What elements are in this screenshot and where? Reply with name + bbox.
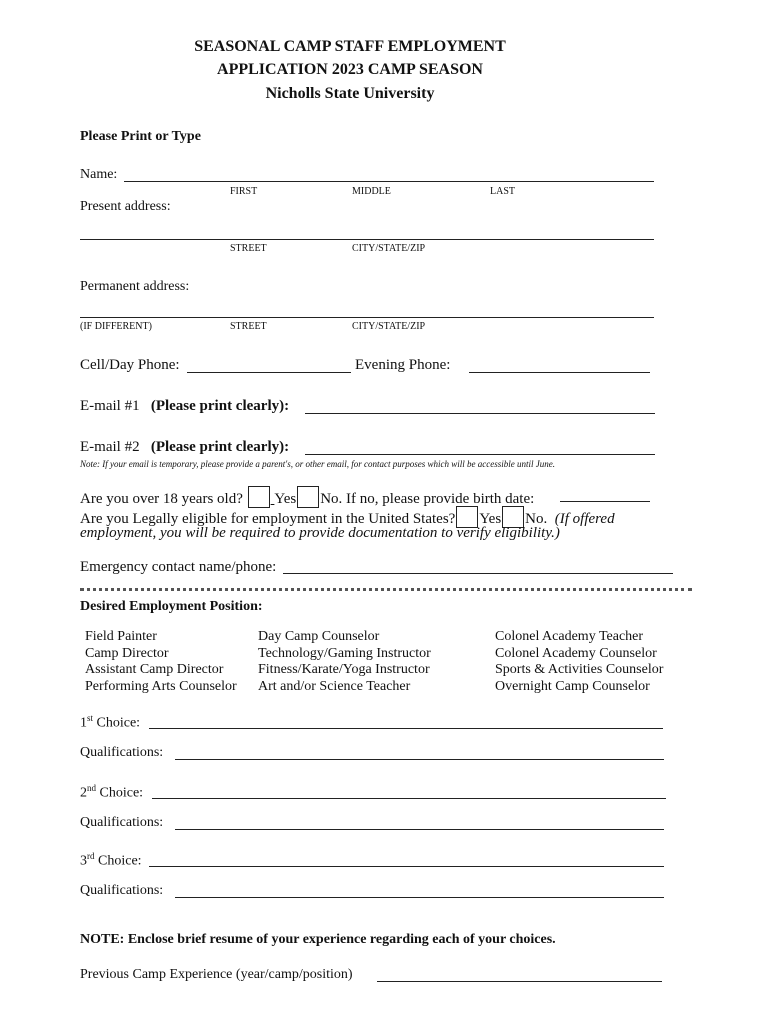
previous-experience-label: Previous Camp Experience (year/camp/position) <box>80 967 353 982</box>
email2-row <box>80 439 289 456</box>
present-street-caption: STREET <box>230 243 267 254</box>
second-qualifications-label: Qualifications: <box>80 815 164 830</box>
position-camp-director: Camp Director <box>85 645 169 661</box>
name-first-caption: FIRST <box>230 186 258 197</box>
permanent-address-field[interactable] <box>80 317 654 318</box>
present-city-caption: CITY/STATE/ZIP <box>352 243 426 254</box>
permanent-city-caption: CITY/STATE/ZIP <box>352 321 426 332</box>
email2-hint: (Please print clearly): <box>150 439 290 455</box>
eligibility-question: Are you Legally eligible for employment in the United States? <box>80 511 456 527</box>
age-yes-label: Yes <box>274 491 297 507</box>
email2-field[interactable] <box>305 454 655 455</box>
name-last-caption: LAST <box>490 186 515 197</box>
third-qualifications-label: Qualifications: <box>80 883 164 898</box>
email1-hint: (Please print clearly): <box>150 398 290 414</box>
position-art-science-teacher: Art and/or Science Teacher <box>258 678 411 694</box>
birth-date-field[interactable] <box>560 501 650 502</box>
form-title-line3: Nicholls State University <box>265 85 435 102</box>
first-qualifications-label: Qualifications: <box>80 745 164 760</box>
position-performing-arts-counselor: Performing Arts Counselor <box>85 678 237 694</box>
position-assistant-camp-director: Assistant Camp Director <box>85 662 224 677</box>
eligibility-note-end: employment, you will be required to provide documentation to verify eligibility.) <box>80 525 560 541</box>
evening-phone-field[interactable] <box>469 372 650 373</box>
position-field-painter: Field Painter <box>85 629 157 644</box>
position-sports-activities-counselor: Sports & Activities Counselor <box>495 662 664 677</box>
third-choice-label: 3rd Choice: <box>80 851 142 869</box>
eligibility-yes-label: Yes <box>479 511 502 527</box>
cell-phone-label: Cell/Day Phone: <box>80 357 180 373</box>
emergency-label: Emergency contact name/phone: <box>80 559 277 575</box>
first-choice-field[interactable] <box>149 728 663 729</box>
evening-phone-label: Evening Phone: <box>355 357 451 373</box>
position-fitness-karate-yoga-instructor: Fitness/Karate/Yoga Instructor <box>258 662 430 677</box>
form-title-line2: APPLICATION 2023 CAMP SEASON <box>217 61 483 78</box>
name-label: Name: <box>80 167 118 182</box>
permanent-if-different-caption: (IF DIFFERENT) <box>80 321 152 332</box>
position-overnight-camp-counselor: Overnight Camp Counselor <box>495 678 650 694</box>
present-address-field[interactable] <box>80 239 654 240</box>
email1-label: E-mail #1 <box>80 398 140 414</box>
name-field[interactable] <box>124 181 654 182</box>
section-divider <box>80 588 692 591</box>
instructions: Please Print or Type <box>80 129 201 144</box>
positions-col1 <box>85 629 237 695</box>
resume-note: NOTE: Enclose brief resume of your experience regarding each of your choices. <box>80 932 556 947</box>
name-middle-caption: MIDDLE <box>352 186 391 197</box>
third-qualifications-field[interactable] <box>175 897 664 898</box>
email1-field[interactable] <box>305 413 655 414</box>
positions-col2 <box>258 629 431 695</box>
second-choice-label: 2nd Choice: <box>80 783 144 801</box>
second-qualifications-field[interactable] <box>175 829 664 830</box>
age-yes-checkbox[interactable] <box>248 486 270 508</box>
permanent-address-label: Permanent address: <box>80 279 190 294</box>
eligibility-note-start: (If offered <box>554 511 615 527</box>
positions-col3 <box>495 629 663 695</box>
permanent-street-caption: STREET <box>230 321 267 332</box>
first-qualifications-field[interactable] <box>175 759 664 760</box>
position-colonel-academy-teacher: Colonel Academy Teacher <box>495 629 644 644</box>
position-technology-gaming-instructor: Technology/Gaming Instructor <box>258 645 431 661</box>
second-choice-field[interactable] <box>152 798 666 799</box>
cell-phone-field[interactable] <box>187 372 351 373</box>
email1-row <box>80 398 289 415</box>
emergency-field[interactable] <box>283 573 673 574</box>
email2-label: E-mail #2 <box>80 439 140 455</box>
age-no-label: No. If no, please provide birth date: <box>320 491 535 507</box>
first-choice-label: 1st Choice: <box>80 713 141 731</box>
age-question-row <box>80 486 534 508</box>
present-address-label: Present address: <box>80 199 171 214</box>
position-day-camp-counselor: Day Camp Counselor <box>258 629 380 644</box>
eligibility-no-label: No. <box>525 511 548 527</box>
form-title-line1: SEASONAL CAMP STAFF EMPLOYMENT <box>194 38 506 55</box>
positions-heading: Desired Employment Position: <box>80 599 263 614</box>
previous-experience-field[interactable] <box>377 981 662 982</box>
email-note: Note: If your email is temporary, please provide a parent's, or other email, for contact purposes which will be accessible until June. <box>80 459 555 469</box>
third-choice-field[interactable] <box>149 866 664 867</box>
age-question: Are you over 18 years old? <box>80 491 243 507</box>
position-colonel-academy-counselor: Colonel Academy Counselor <box>495 645 657 661</box>
age-no-checkbox[interactable] <box>297 486 319 508</box>
